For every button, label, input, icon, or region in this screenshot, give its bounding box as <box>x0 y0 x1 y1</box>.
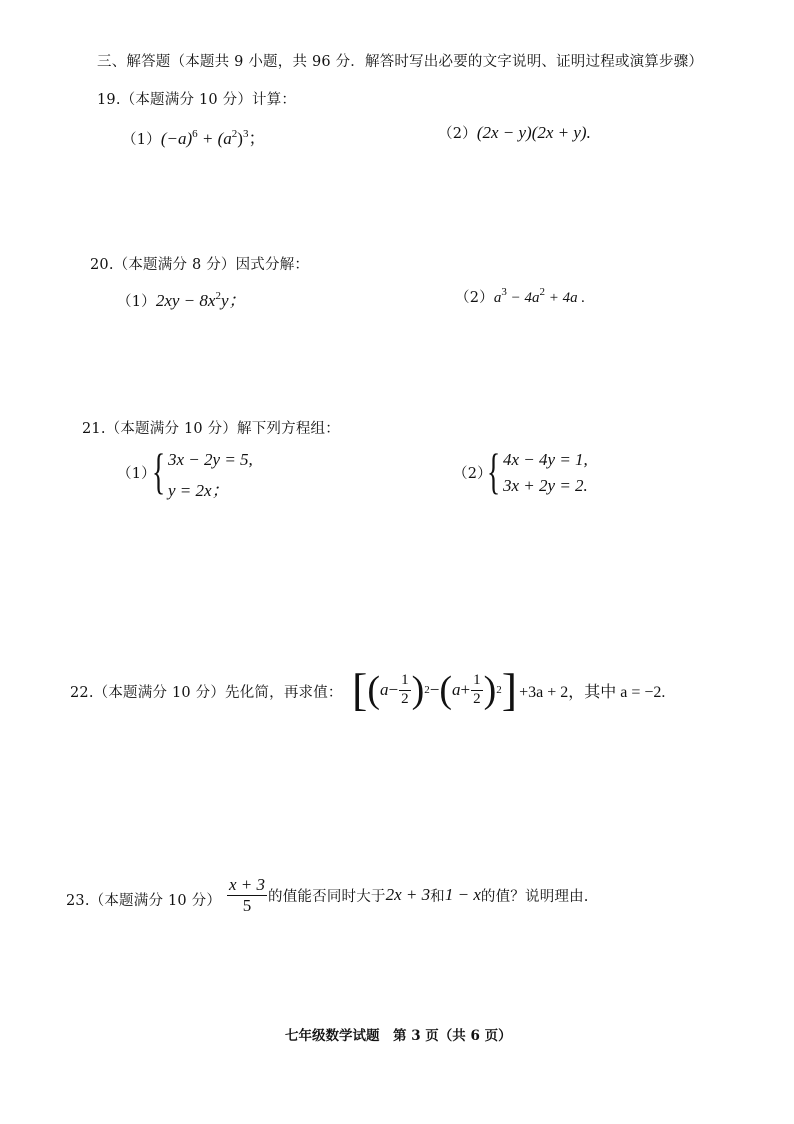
equation: 3x + 2y = 2. <box>503 476 588 495</box>
right-bracket: ] <box>501 664 518 715</box>
expr: (2x − y)(2x + y). <box>476 123 591 142</box>
question-22-heading: 22.（本题满分 10 分）先化简，再求值： <box>70 685 343 701</box>
variable: a <box>379 680 389 699</box>
part-label: （2） <box>438 126 477 142</box>
operator: + <box>460 680 471 699</box>
question-21-part-2-label: （2） <box>453 466 492 482</box>
left-bracket: [ <box>352 664 368 715</box>
question-20-part-1 <box>117 286 245 311</box>
part-label: （1） <box>122 132 161 148</box>
expr: + (a <box>197 129 232 148</box>
exponent: 3 <box>242 128 249 140</box>
question-21-part-1-label: （1） <box>117 466 156 482</box>
question-20-heading: 20.（本题满分 8 分）因式分解： <box>90 257 310 273</box>
question-19-part-1 <box>122 124 265 149</box>
fraction: $\frac{x + 3}{5}$ <box>229 875 266 915</box>
equation: y = 2x； <box>168 481 229 500</box>
expr: y； <box>220 291 246 310</box>
expr: a <box>493 290 502 306</box>
exponent: 3 <box>501 286 507 298</box>
part-label: （2） <box>455 290 494 306</box>
expr: + 4a . <box>544 290 586 306</box>
question-21-part-1-system <box>152 443 292 502</box>
exponent: 2 <box>231 128 238 140</box>
expression-tail: +3a + 2，其中 a = −2. <box>519 683 666 701</box>
question-23-expression <box>226 875 589 915</box>
part-label: （1） <box>117 294 156 310</box>
question-19-heading: 19.（本题满分 10 分）计算： <box>97 92 297 108</box>
equation: 3x − 2y = 5, <box>168 450 253 469</box>
text: 和 <box>430 888 445 905</box>
question-21-heading: 21.（本题满分 10 分）解下列方程组： <box>82 421 340 437</box>
operator: − <box>388 680 399 699</box>
expr: 2x + 3 <box>385 885 431 905</box>
text: 的值？说明理由. <box>480 888 589 905</box>
exponent: 2 <box>539 286 545 298</box>
text: 的值能否同时大于 <box>268 888 386 905</box>
right-paren: ) <box>483 669 497 711</box>
exponent: 6 <box>192 128 198 140</box>
left-paren: ( <box>439 669 452 711</box>
exponent: 2 <box>215 290 221 302</box>
expr: ； <box>248 129 266 148</box>
expr: 2xy − 8x <box>155 291 216 310</box>
page-footer: 七年级数学试题 第 3 页（共 6 页） <box>285 1028 512 1044</box>
question-21-part-2-system <box>487 443 627 502</box>
right-paren: ) <box>411 669 425 711</box>
left-brace: { <box>152 443 166 499</box>
question-22-expression: [ ( a− $\frac{1}{2}$ ) 2 − ( a+ $\frac{1}{2}$ ) 2 ] +3a + 2，其中 a = −2. <box>352 664 666 715</box>
question-19-part-2 <box>438 122 591 143</box>
question-20-part-2 <box>455 286 585 307</box>
expr: 1 − x <box>444 885 481 905</box>
equation: 4x − 4y = 1, <box>503 450 588 469</box>
operator: − <box>429 680 440 699</box>
variable: a <box>451 680 461 699</box>
fraction: $\frac{1}{2}$ <box>473 672 481 707</box>
expr: − 4a <box>506 290 540 306</box>
section-header: 三、解答题（本题共 9 小题，共 96 分．解答时写出必要的文字说明、证明过程或演算步骤） <box>97 54 704 70</box>
left-paren: ( <box>367 669 380 711</box>
expr: ) <box>237 129 243 148</box>
fraction: $\frac{1}{2}$ <box>401 672 409 707</box>
expr: (−a) <box>160 129 193 148</box>
question-23-heading: 23.（本题满分 10 分） <box>66 893 222 909</box>
left-brace: { <box>487 443 501 499</box>
